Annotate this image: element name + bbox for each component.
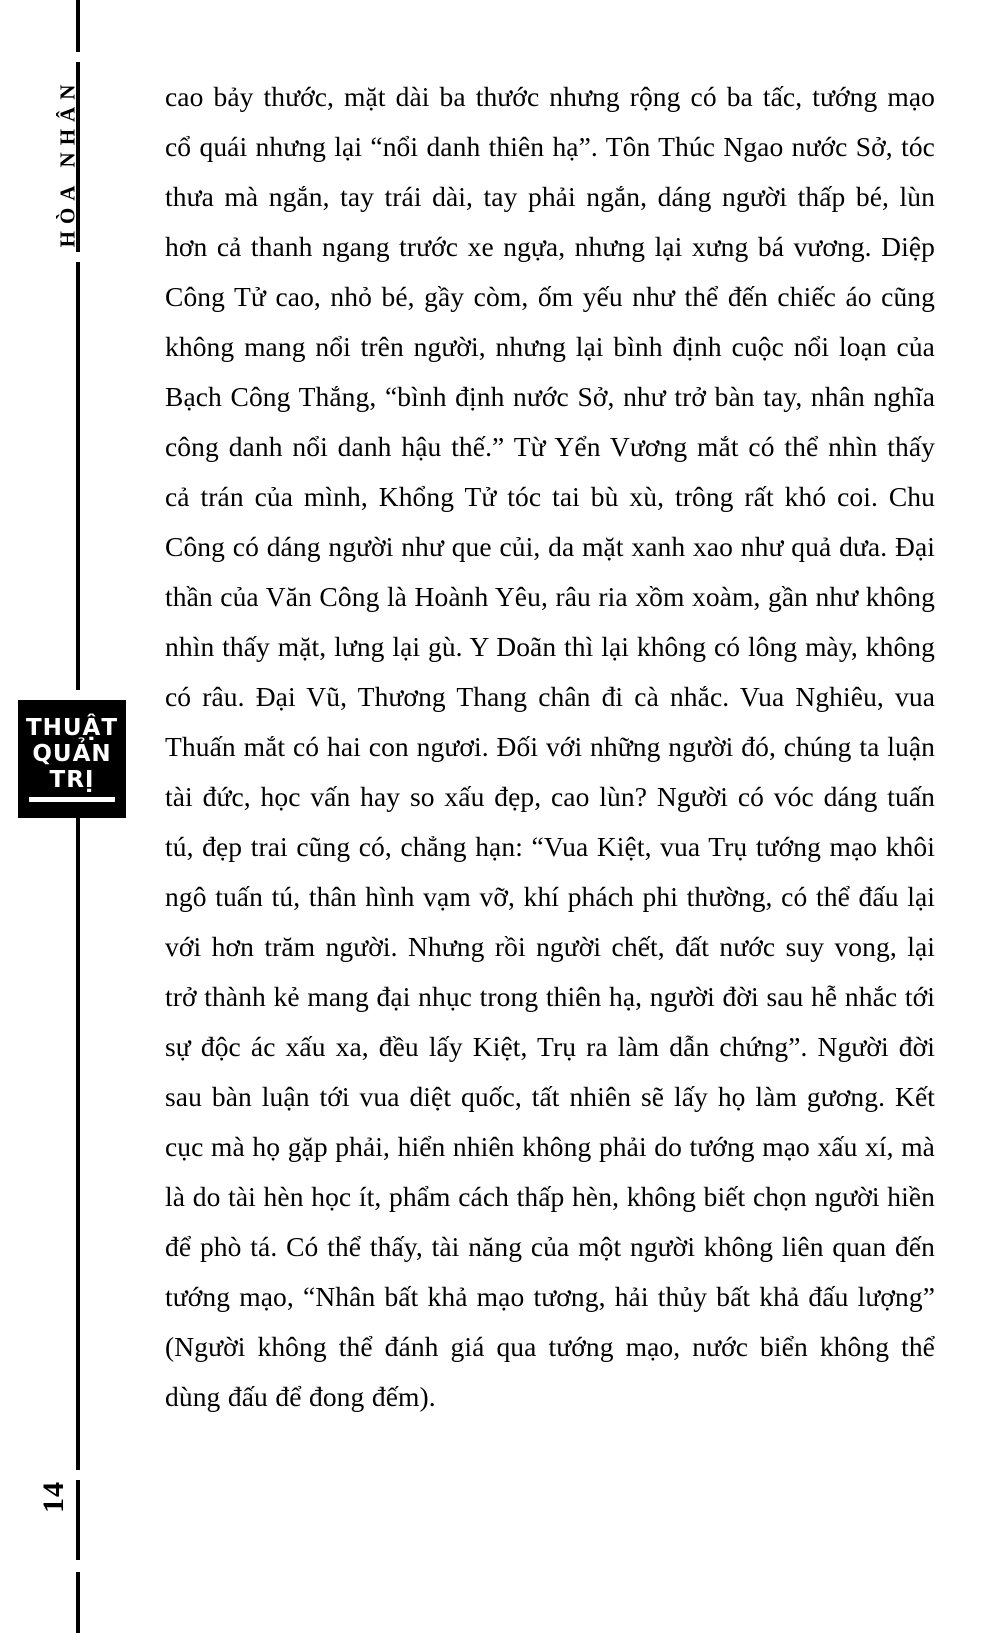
logo-line-1: THUẬT (25, 714, 119, 741)
logo-underline (29, 797, 115, 802)
page-margin-column (0, 0, 140, 1633)
body-text-column (165, 44, 935, 1449)
body-paragraph: cao bảy thước, mặt dài ba thước nhưng rộng có ba tấc, tướng mạo cổ quái nhưng lại “nổi danh thiên hạ”. Tôn Thúc Ngao nước Sở, tóc thưa mà ngắn, tay trái dài, tay phải ngắn, dáng người thấp bé, lùn hơn cả thanh ngang trước xe ngựa, nhưng lại xưng bá vương. Diệp Công Tử cao, nhỏ bé, gầy còm, ốm yếu như thể đến chiếc áo cũng không mang nổi trên người, nhưng lại bình định cuộc nổi loạn của Bạch Công Thắng, “bình định nước Sở, như trở bàn tay, nhân nghĩa công danh nổi danh hậu thế.” Từ Yển Vương mắt có thể nhìn thấy cả trán của mình, Khổng Tử tóc tai bù xù, trông rất khó coi. Chu Công có dáng người như que củi, da mặt xanh xao như quả dưa. Đại thần của Văn Công là Hoành Yêu, râu ria xồm xoàm, gần như không nhìn thấy mặt, lưng lại gù. Y Doãn thì lại không có lông mày, không có râu. Đại Vũ, Thương Thang chân đi cà nhắc. Vua Nghiêu, vua Thuấn mắt có hai con ngươi. Đối với những người đó, chúng ta luận tài đức, học vấn hay so xấu đẹp, cao lùn? Người có vóc dáng tuấn tú, đẹp trai cũng có, chẳng hạn: “Vua Kiệt, vua Trụ tướng mạo khôi ngô tuấn tú, thân hình vạm vỡ, khí phách phi thường, có thể đấu lại với hơn trăm người. Nhưng rồi người chết, đất nước suy vong, lại trở thành kẻ mang đại nhục trong thiên hạ, người đời sau hễ nhắc tới sự độc ác xấu xa, đều lấy Kiệt, Trụ ra làm dẫn chứng”. Người đời sau bàn luận tới vua diệt quốc, tất nhiên sẽ lấy họ làm gương. Kết cục mà họ gặp phải, hiển nhiên không phải do tướng mạo xấu xí, mà là do tài hèn học ít, phẩm cách thấp hèn, không biết chọn người hiền để phò tá. Có thể thấy, tài năng của một người không liên quan đến tướng mạo, “Nhân bất khả mạo tương, hải thủy bất khả đấu lượng” (Người không thể đánh giá qua tướng mạo, nước biển không thể dùng đấu để đong đếm). (165, 80, 935, 1412)
publisher-logo (18, 700, 126, 818)
logo-line-3: TRỊ (49, 766, 95, 793)
vertical-rule-gap (72, 1560, 86, 1572)
running-head: HÒA NHÂN (55, 77, 80, 248)
vertical-rule-gap (72, 1470, 86, 1480)
logo-line-2: QUẢN (32, 740, 112, 767)
page-number: 14 (37, 1481, 70, 1513)
